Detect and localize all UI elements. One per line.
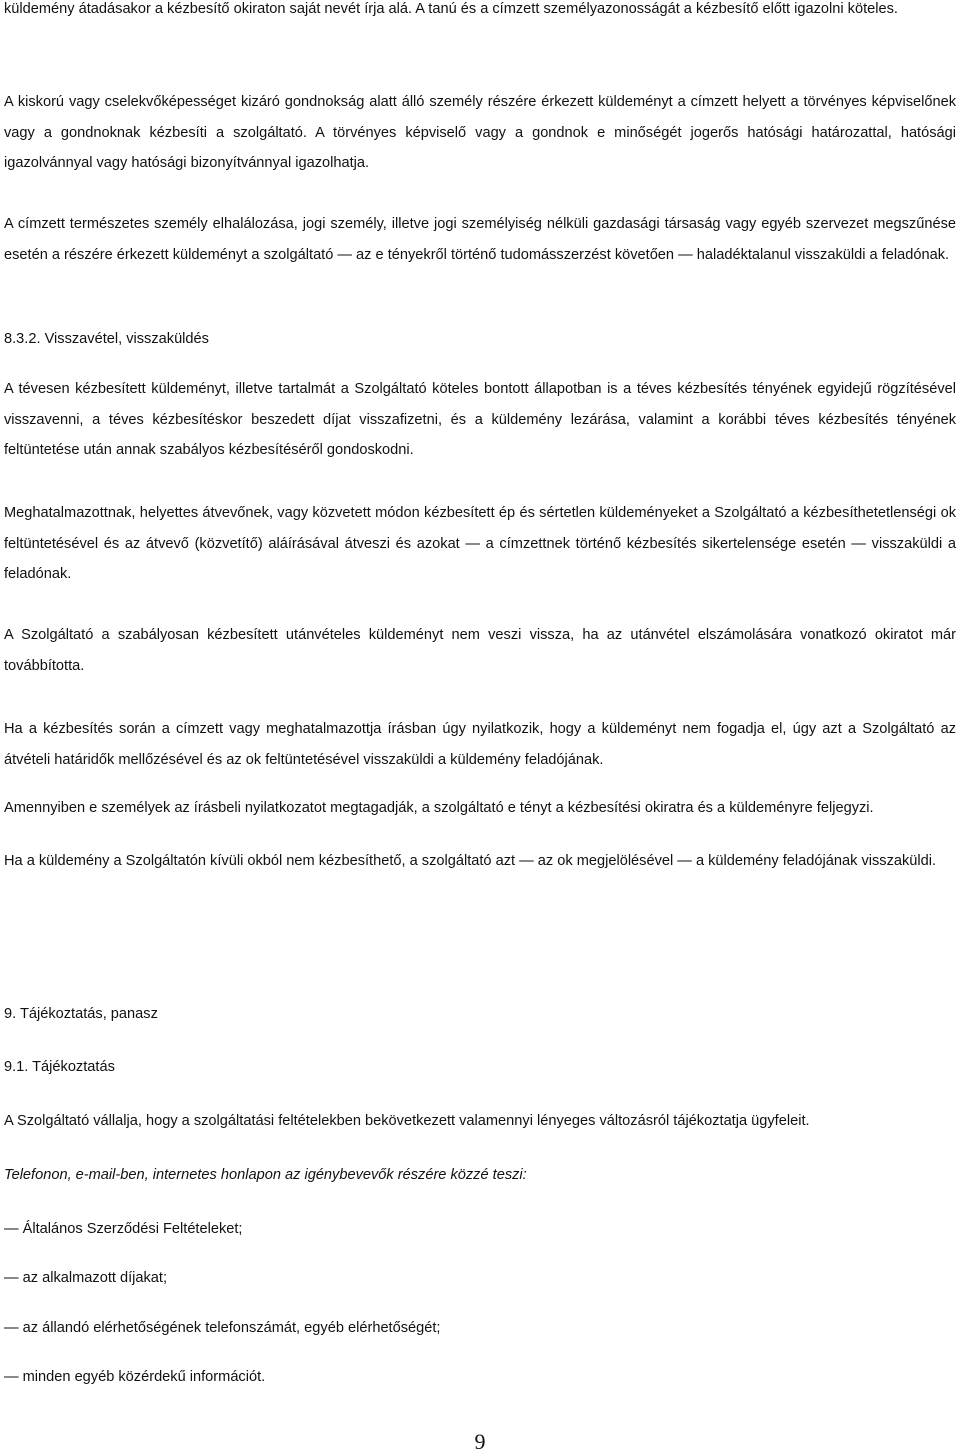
- paragraph-mistaken-delivery: A tévesen kézbesített küldeményt, illetve tartalmát a Szolgáltató köteles bontott állapotban is a téves kézbesítés tényének egyidejű rögzítésével visszavenni, a téves kézbesítéskor beszedett díjat visszafizetni, és a küldemény lezárása, valamint a korábbi téves kézbesítés tényének feltüntetése után annak szabályos kézbesítéséről gondoskodni.: [4, 381, 956, 458]
- paragraph-information-commitment: A Szolgáltató vállalja, hogy a szolgáltatási feltételekben bekövetkezett valamennyi lényeges változásról tájékoztatja ügyfeleit.: [4, 1113, 810, 1129]
- section-heading-9-1: 9.1. Tájékoztatás: [4, 1059, 115, 1075]
- paragraph-publication-channels: Telefonon, e-mail-ben, internetes honlapon az igénybevevők részére közzé teszi:: [4, 1167, 527, 1183]
- paragraph-minor-recipient: A kiskorú vagy cselekvőképességet kizáró gondnokság alatt álló személy részére érkezett küldeményt a címzett helyett a törvényes képviselőnek vagy a gondnoknak kézbesíti a szolgáltató. A törvényes képviselő vagy a gondnok e minőségét jogerős hatósági határozattal, hatósági igazolvánnyal vagy hatósági bizonyítvánnyal igazolhatja.: [4, 94, 956, 171]
- section-heading-8-3-2: 8.3.2. Visszavétel, visszaküldés: [4, 331, 209, 347]
- list-item-fees: — az alkalmazott díjakat;: [4, 1270, 168, 1286]
- paragraph-authorized-recipient: Meghatalmazottnak, helyettes átvevőnek, vagy közvetett módon kézbesített ép és sértetlen küldeményeket a Szolgáltató a kézbesíthetetlenségi ok feltüntetésével és az átvevő (közvetítő) aláírásával átveszi és azokat — a címzettnek történő kézbesítés sikertelensége esetén — visszaküldi a feladónak.: [4, 505, 956, 582]
- section-heading-9: 9. Tájékoztatás, panasz: [4, 1006, 158, 1022]
- list-item-contact: — az állandó elérhetőségének telefonszámát, egyéb elérhetőségét;: [4, 1320, 441, 1336]
- paragraph-refusal: Ha a kézbesítés során a címzett vagy meghatalmazottja írásban úgy nyilatkozik, hogy a küldeményt nem fogadja el, úgy azt a Szolgáltató az átvételi határidők mellőzésével és az ok feltüntetésével visszaküldi a küldemény feladójának.: [4, 721, 956, 768]
- paragraph-deceased-recipient: A címzett természetes személy elhalálozása, jogi személy, illetve jogi személyiség nélküli gazdasági társaság vagy egyéb szervezet megszűnése esetén a részére érkezett küldeményt a szolgáltató — az e tényekről történő tudomásszerzést követően — haladéktalanul visszaküldi a feladónak.: [4, 216, 956, 263]
- page-number: 9: [474, 1429, 486, 1454]
- paragraph-cash-on-delivery: A Szolgáltató a szabályosan kézbesített utánvételes küldeményt nem veszi vissza, ha az utánvétel elszámolására vonatkozó okiratot már továbbította.: [4, 627, 956, 674]
- paragraph-witness-identity: küldemény átadásakor a kézbesítő okiraton saját nevét írja alá. A tanú és a címzett személyazonosságát a kézbesítő előtt igazolni köteles.: [4, 1, 898, 17]
- list-item-public-info: — minden egyéb közérdekű információt.: [4, 1369, 266, 1385]
- paragraph-refusal-note: Amennyiben e személyek az írásbeli nyilatkozatot megtagadják, a szolgáltató e tényt a kézbesítési okiratra és a küldeményre feljegyzi.: [4, 800, 874, 816]
- list-item-gtc: — Általános Szerződési Feltételeket;: [4, 1221, 243, 1237]
- paragraph-undeliverable: Ha a küldemény a Szolgáltatón kívüli okból nem kézbesíthető, a szolgáltató azt — az ok megjelölésével — a küldemény feladójának visszaküldi.: [4, 853, 937, 869]
